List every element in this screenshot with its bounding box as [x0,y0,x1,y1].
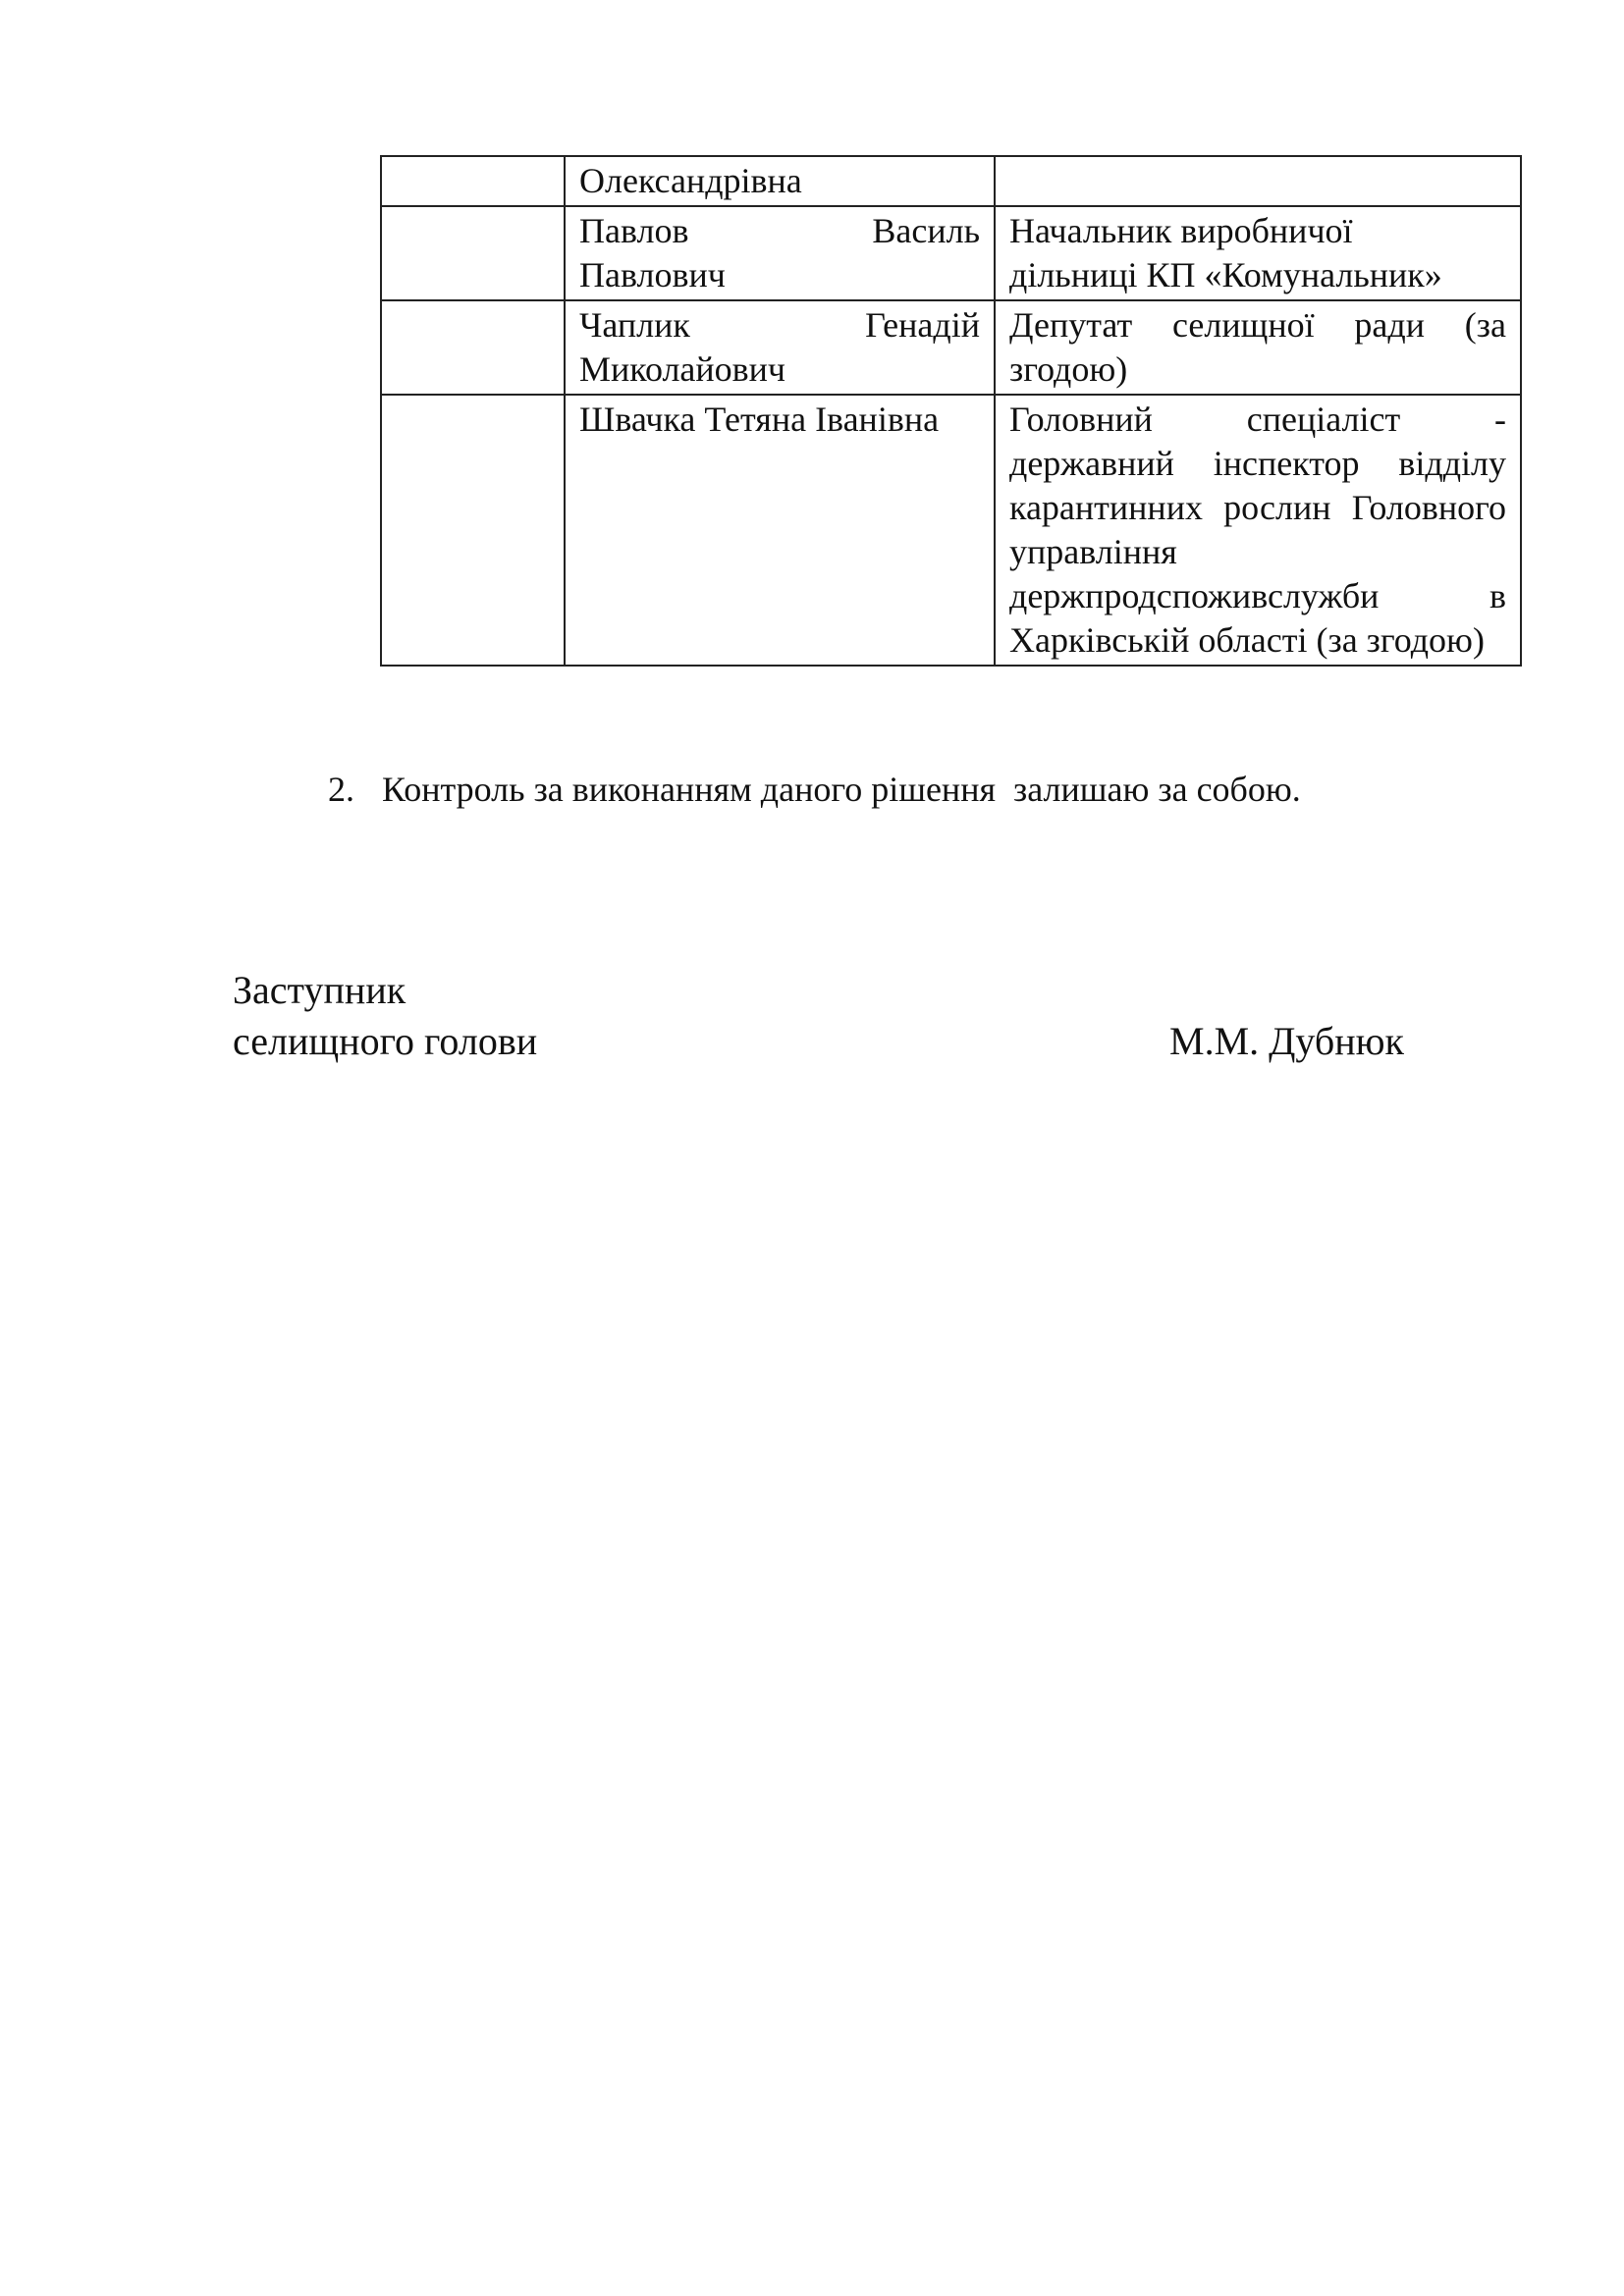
signature-title [233,965,537,1067]
member-name-line [579,303,980,347]
member-name-cell: Олександрівна [565,156,995,206]
signature-title-line: селищного голови [233,1019,538,1063]
table-row [381,300,1521,395]
table-row [381,156,1521,206]
member-position-cell [995,156,1521,206]
member-name-cell [565,300,995,395]
member-position-cell [995,206,1521,300]
table-cell-empty [381,395,565,666]
table-row [381,395,1521,666]
table-cell-empty [381,156,565,206]
item-number: 2. [328,770,354,809]
member-surname: Павлов [579,211,689,250]
table-cell-empty [381,300,565,395]
signature-name: М.М. Дубнюк [1169,1019,1404,1063]
member-surname: Чаплик [579,305,690,345]
decision-item-2 [328,768,1301,812]
members-table [380,155,1522,667]
member-position-cell: Головний спеціаліст - державний інспектор відділу карантинних рослин Головного управління держпродспоживслужби в Харківській області (за згодою) [995,395,1521,666]
table-cell-empty [381,206,565,300]
table-row [381,206,1521,300]
member-position-line: Начальник виробничої [1009,211,1353,250]
member-name-cell [565,206,995,300]
member-firstname: Василь [872,211,980,250]
member-patronymic: Миколайович [579,349,786,389]
member-name-cell: Швачка Тетяна Іванівна [565,395,995,666]
member-position-cell: Депутат селищної ради (за згодою) [995,300,1521,395]
member-name-line [579,209,980,253]
member-firstname: Генадій [865,305,980,345]
member-patronymic: Павлович [579,255,726,294]
item-text: Контроль за виконанням даного рішення залишаю за собою. [382,770,1301,809]
member-position-line: дільниці КП «Комунальник» [1009,255,1442,294]
signature-title-line: Заступник [233,968,406,1012]
